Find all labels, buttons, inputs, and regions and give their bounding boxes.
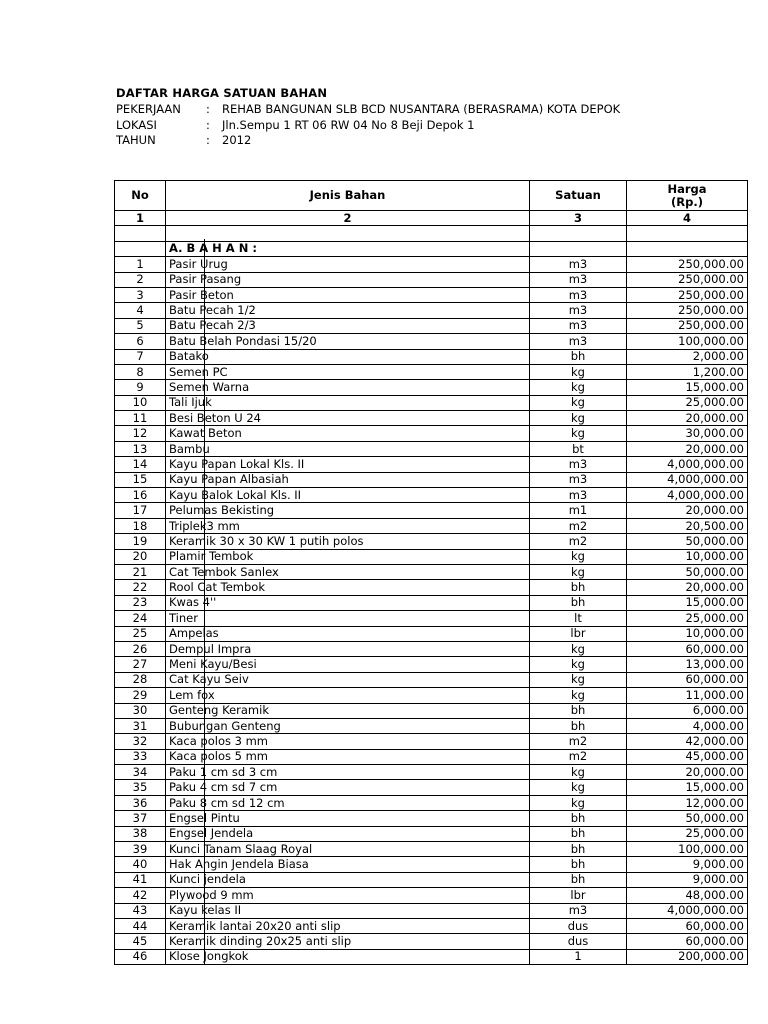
- row-material-name: Kayu kelas II: [166, 903, 530, 918]
- row-material-name: Dempul Impra: [166, 641, 530, 656]
- tahun-separator: :: [206, 133, 210, 147]
- table-row: [115, 488, 748, 503]
- row-material-name: Lem fox: [166, 688, 530, 703]
- row-material-name: Klose Jongkok: [166, 949, 530, 964]
- row-price: 15,000.00: [627, 595, 748, 610]
- row-no: 46: [115, 949, 166, 964]
- row-price: 25,000.00: [627, 611, 748, 626]
- tahun-label: TAHUN: [116, 133, 156, 147]
- table-row: [115, 503, 748, 518]
- table-row: [115, 318, 748, 333]
- row-unit: kg: [530, 765, 627, 780]
- row-no: 1: [115, 257, 166, 272]
- row-no: 7: [115, 349, 166, 364]
- row-price: 2,000.00: [627, 349, 748, 364]
- row-price: 250,000.00: [627, 257, 748, 272]
- header-jenis-bahan: Jenis Bahan: [166, 181, 530, 211]
- row-no: 31: [115, 718, 166, 733]
- row-unit: bh: [530, 580, 627, 595]
- row-unit: bh: [530, 826, 627, 841]
- row-price: 1,200.00: [627, 364, 748, 379]
- row-material-name: Paku 8 cm sd 12 cm: [166, 795, 530, 810]
- row-no: 38: [115, 826, 166, 841]
- table-row: [115, 426, 748, 441]
- row-price: 42,000.00: [627, 734, 748, 749]
- row-unit: m3: [530, 488, 627, 503]
- row-price: 20,500.00: [627, 518, 748, 533]
- column-number: 2: [166, 211, 530, 226]
- row-price: 15,000.00: [627, 780, 748, 795]
- table-row: [115, 580, 748, 595]
- table-row: [115, 795, 748, 810]
- row-price: 100,000.00: [627, 334, 748, 349]
- row-no: 33: [115, 749, 166, 764]
- row-no: 28: [115, 672, 166, 687]
- table-row: [115, 518, 748, 533]
- column-number: 3: [530, 211, 627, 226]
- row-material-name: Kunci Tanam Slaag Royal: [166, 842, 530, 857]
- row-unit: kg: [530, 672, 627, 687]
- row-no: 34: [115, 765, 166, 780]
- row-material-name: Ampelas: [166, 626, 530, 641]
- row-unit: bh: [530, 349, 627, 364]
- row-unit: kg: [530, 380, 627, 395]
- column-number: 4: [627, 211, 748, 226]
- row-unit: m2: [530, 734, 627, 749]
- row-unit: dus: [530, 934, 627, 949]
- row-material-name: Pasir Urug: [166, 257, 530, 272]
- lokasi-separator: :: [206, 118, 210, 132]
- row-no: 44: [115, 918, 166, 933]
- row-no: 29: [115, 688, 166, 703]
- row-price: 15,000.00: [627, 380, 748, 395]
- table-row: [115, 411, 748, 426]
- row-unit: m3: [530, 303, 627, 318]
- row-unit: bh: [530, 595, 627, 610]
- row-no: 23: [115, 595, 166, 610]
- row-no: 21: [115, 564, 166, 579]
- column-number-row: [115, 211, 748, 226]
- table-row: [115, 703, 748, 718]
- row-price: 11,000.00: [627, 688, 748, 703]
- header-harga-line1: Harga: [667, 181, 707, 196]
- table-row: [115, 272, 748, 287]
- table-row: [115, 672, 748, 687]
- meta-pekerjaan: [116, 102, 620, 116]
- table-row: [115, 918, 748, 933]
- row-unit: bh: [530, 872, 627, 887]
- row-material-name: Kayu Balok Lokal Kls. II: [166, 488, 530, 503]
- row-unit: kg: [530, 426, 627, 441]
- lokasi-value: Jln.Sempu 1 RT 06 RW 04 No 8 Beji Depok 1: [222, 118, 475, 132]
- row-unit: kg: [530, 641, 627, 656]
- row-unit: m3: [530, 334, 627, 349]
- row-price: 10,000.00: [627, 549, 748, 564]
- row-no: 40: [115, 857, 166, 872]
- row-unit: lt: [530, 611, 627, 626]
- row-no: 3: [115, 287, 166, 302]
- row-no: 36: [115, 795, 166, 810]
- row-no: 41: [115, 872, 166, 887]
- lokasi-label: LOKASI: [116, 118, 157, 132]
- row-material-name: Paku 4 cm sd 7 cm: [166, 780, 530, 795]
- table-row: [115, 380, 748, 395]
- table-row: [115, 811, 748, 826]
- row-no: 45: [115, 934, 166, 949]
- row-no: 22: [115, 580, 166, 595]
- row-price: 4,000.00: [627, 718, 748, 733]
- row-no: 11: [115, 411, 166, 426]
- row-material-name: Bubungan Genteng: [166, 718, 530, 733]
- row-unit: kg: [530, 688, 627, 703]
- row-unit: bt: [530, 441, 627, 456]
- row-material-name: Kayu Papan Lokal Kls. II: [166, 457, 530, 472]
- row-no: 14: [115, 457, 166, 472]
- row-price: 20,000.00: [627, 580, 748, 595]
- row-price: 4,000,000.00: [627, 488, 748, 503]
- row-unit: bh: [530, 703, 627, 718]
- column-number: 1: [115, 211, 166, 226]
- table-row: [115, 657, 748, 672]
- row-material-name: Tali Ijuk: [166, 395, 530, 410]
- row-material-name: Paku 1 cm sd 3 cm: [166, 765, 530, 780]
- row-material-name: Keramik lantai 20x20 anti slip: [166, 918, 530, 933]
- row-no: 43: [115, 903, 166, 918]
- row-price: 25,000.00: [627, 395, 748, 410]
- header-satuan: Satuan: [530, 181, 627, 211]
- row-no: 26: [115, 641, 166, 656]
- header-harga-line2: (Rp.): [671, 194, 703, 209]
- row-material-name: Pelumas Bekisting: [166, 503, 530, 518]
- row-no: 19: [115, 534, 166, 549]
- row-material-name: Genteng Keramik: [166, 703, 530, 718]
- row-material-name: Bambu: [166, 441, 530, 456]
- table-row: [115, 349, 748, 364]
- row-unit: kg: [530, 795, 627, 810]
- row-material-name: Plywood 9 mm: [166, 888, 530, 903]
- pekerjaan-label: PEKERJAAN: [116, 102, 181, 116]
- row-unit: m3: [530, 903, 627, 918]
- row-material-name: Besi Beton U 24: [166, 411, 530, 426]
- row-material-name: Batu Pecah 1/2: [166, 303, 530, 318]
- row-unit: m3: [530, 257, 627, 272]
- row-material-name: Kawat Beton: [166, 426, 530, 441]
- row-unit: bh: [530, 842, 627, 857]
- row-no: 15: [115, 472, 166, 487]
- row-price: 250,000.00: [627, 272, 748, 287]
- row-material-name: Keramik 30 x 30 KW 1 putih polos: [166, 534, 530, 549]
- table-header-row: [115, 181, 748, 211]
- row-unit: lbr: [530, 888, 627, 903]
- table-row: [115, 626, 748, 641]
- table-row: [115, 564, 748, 579]
- row-no: 8: [115, 364, 166, 379]
- table-row: [115, 534, 748, 549]
- row-unit: m3: [530, 457, 627, 472]
- row-price: 4,000,000.00: [627, 472, 748, 487]
- row-no: 32: [115, 734, 166, 749]
- table-row: [115, 334, 748, 349]
- row-material-name: Pasir Pasang: [166, 272, 530, 287]
- table-row: [115, 395, 748, 410]
- row-unit: kg: [530, 364, 627, 379]
- row-unit: 1: [530, 949, 627, 964]
- row-price: 4,000,000.00: [627, 903, 748, 918]
- row-material-name: Rool Cat Tembok: [166, 580, 530, 595]
- row-material-name: Hak Angin Jendela Biasa: [166, 857, 530, 872]
- spacer-row: [115, 226, 748, 241]
- header-no: No: [115, 181, 166, 211]
- row-material-name: Batu Belah Pondasi 15/20: [166, 334, 530, 349]
- table-row: [115, 688, 748, 703]
- row-unit: kg: [530, 780, 627, 795]
- row-unit: bh: [530, 718, 627, 733]
- row-unit: m3: [530, 272, 627, 287]
- table-row: [115, 364, 748, 379]
- row-price: 250,000.00: [627, 303, 748, 318]
- row-no: 4: [115, 303, 166, 318]
- table-row: [115, 595, 748, 610]
- document-title: DAFTAR HARGA SATUAN BAHAN: [116, 86, 328, 100]
- row-price: 30,000.00: [627, 426, 748, 441]
- row-material-name: Pasir Beton: [166, 287, 530, 302]
- row-no: 27: [115, 657, 166, 672]
- table-row: [115, 472, 748, 487]
- table-row: [115, 826, 748, 841]
- row-material-name: Triplek3 mm: [166, 518, 530, 533]
- row-material-name: Kayu Papan Albasiah: [166, 472, 530, 487]
- row-no: 16: [115, 488, 166, 503]
- row-price: 20,000.00: [627, 765, 748, 780]
- row-no: 6: [115, 334, 166, 349]
- table-row: [115, 780, 748, 795]
- row-no: 18: [115, 518, 166, 533]
- table-row: [115, 303, 748, 318]
- row-price: 60,000.00: [627, 918, 748, 933]
- row-no: 24: [115, 611, 166, 626]
- row-material-name: Kwas 4'': [166, 595, 530, 610]
- row-price: 50,000.00: [627, 811, 748, 826]
- row-no: 10: [115, 395, 166, 410]
- row-material-name: Plamir Tembok: [166, 549, 530, 564]
- row-unit: kg: [530, 549, 627, 564]
- table-row: [115, 888, 748, 903]
- row-price: 50,000.00: [627, 534, 748, 549]
- table-row: [115, 949, 748, 964]
- row-material-name: Cat Tembok Sanlex: [166, 564, 530, 579]
- row-material-name: Batako: [166, 349, 530, 364]
- row-unit: kg: [530, 564, 627, 579]
- row-material-name: Kaca polos 5 mm: [166, 749, 530, 764]
- row-unit: bh: [530, 857, 627, 872]
- table-row: [115, 287, 748, 302]
- row-no: 9: [115, 380, 166, 395]
- row-material-name: Keramik dinding 20x25 anti slip: [166, 934, 530, 949]
- section-row: [115, 241, 748, 256]
- row-no: 42: [115, 888, 166, 903]
- row-price: 6,000.00: [627, 703, 748, 718]
- row-price: 60,000.00: [627, 672, 748, 687]
- row-no: 5: [115, 318, 166, 333]
- row-unit: m2: [530, 749, 627, 764]
- row-price: 9,000.00: [627, 857, 748, 872]
- row-price: 10,000.00: [627, 626, 748, 641]
- row-material-name: Batu Pecah 2/3: [166, 318, 530, 333]
- row-price: 20,000.00: [627, 411, 748, 426]
- table-row: [115, 441, 748, 456]
- material-price-table: [114, 180, 748, 965]
- row-unit: m2: [530, 534, 627, 549]
- table-row: [115, 718, 748, 733]
- row-material-name: Engsel Jendela: [166, 826, 530, 841]
- row-material-name: Tiner: [166, 611, 530, 626]
- table-row: [115, 934, 748, 949]
- row-price: 250,000.00: [627, 287, 748, 302]
- row-material-name: Kunci jendela: [166, 872, 530, 887]
- row-no: 37: [115, 811, 166, 826]
- table-row: [115, 457, 748, 472]
- row-material-name: Kaca polos 3 mm: [166, 734, 530, 749]
- row-unit: lbr: [530, 626, 627, 641]
- pekerjaan-separator: :: [206, 102, 210, 116]
- row-price: 48,000.00: [627, 888, 748, 903]
- row-price: 25,000.00: [627, 826, 748, 841]
- row-price: 12,000.00: [627, 795, 748, 810]
- row-no: 20: [115, 549, 166, 564]
- row-unit: m1: [530, 503, 627, 518]
- row-no: 35: [115, 780, 166, 795]
- meta-lokasi: [116, 118, 474, 132]
- row-material-name: Semen Warna: [166, 380, 530, 395]
- row-unit: m3: [530, 287, 627, 302]
- row-price: 9,000.00: [627, 872, 748, 887]
- row-no: 25: [115, 626, 166, 641]
- row-price: 250,000.00: [627, 318, 748, 333]
- row-unit: dus: [530, 918, 627, 933]
- row-unit: m3: [530, 318, 627, 333]
- header-harga: [627, 181, 748, 211]
- row-price: 50,000.00: [627, 564, 748, 579]
- table-row: [115, 734, 748, 749]
- row-price: 60,000.00: [627, 641, 748, 656]
- tahun-value: 2012: [222, 133, 252, 147]
- table-row: [115, 611, 748, 626]
- row-no: 17: [115, 503, 166, 518]
- column-divider-line: [204, 239, 205, 964]
- table-row: [115, 257, 748, 272]
- table-row: [115, 903, 748, 918]
- row-price: 13,000.00: [627, 657, 748, 672]
- row-price: 100,000.00: [627, 842, 748, 857]
- row-price: 60,000.00: [627, 934, 748, 949]
- row-unit: bh: [530, 811, 627, 826]
- row-unit: m2: [530, 518, 627, 533]
- section-label: A. B A H A N :: [166, 241, 530, 256]
- pekerjaan-value: REHAB BANGUNAN SLB BCD NUSANTARA (BERASRAMA) KOTA DEPOK: [222, 102, 621, 116]
- row-price: 20,000.00: [627, 503, 748, 518]
- row-no: 30: [115, 703, 166, 718]
- row-price: 20,000.00: [627, 441, 748, 456]
- row-no: 39: [115, 842, 166, 857]
- table-row: [115, 872, 748, 887]
- row-no: 2: [115, 272, 166, 287]
- row-unit: kg: [530, 411, 627, 426]
- table-row: [115, 857, 748, 872]
- table-row: [115, 549, 748, 564]
- row-unit: m3: [530, 472, 627, 487]
- table-row: [115, 641, 748, 656]
- row-price: 200,000.00: [627, 949, 748, 964]
- row-no: 12: [115, 426, 166, 441]
- row-no: 13: [115, 441, 166, 456]
- row-material-name: Meni Kayu/Besi: [166, 657, 530, 672]
- row-material-name: Semen PC: [166, 364, 530, 379]
- table-row: [115, 842, 748, 857]
- row-unit: kg: [530, 395, 627, 410]
- row-material-name: Engsel Pintu: [166, 811, 530, 826]
- row-unit: kg: [530, 657, 627, 672]
- meta-tahun: [116, 133, 251, 147]
- table-row: [115, 749, 748, 764]
- row-price: 4,000,000.00: [627, 457, 748, 472]
- row-material-name: Cat Kayu Seiv: [166, 672, 530, 687]
- row-price: 45,000.00: [627, 749, 748, 764]
- table-row: [115, 765, 748, 780]
